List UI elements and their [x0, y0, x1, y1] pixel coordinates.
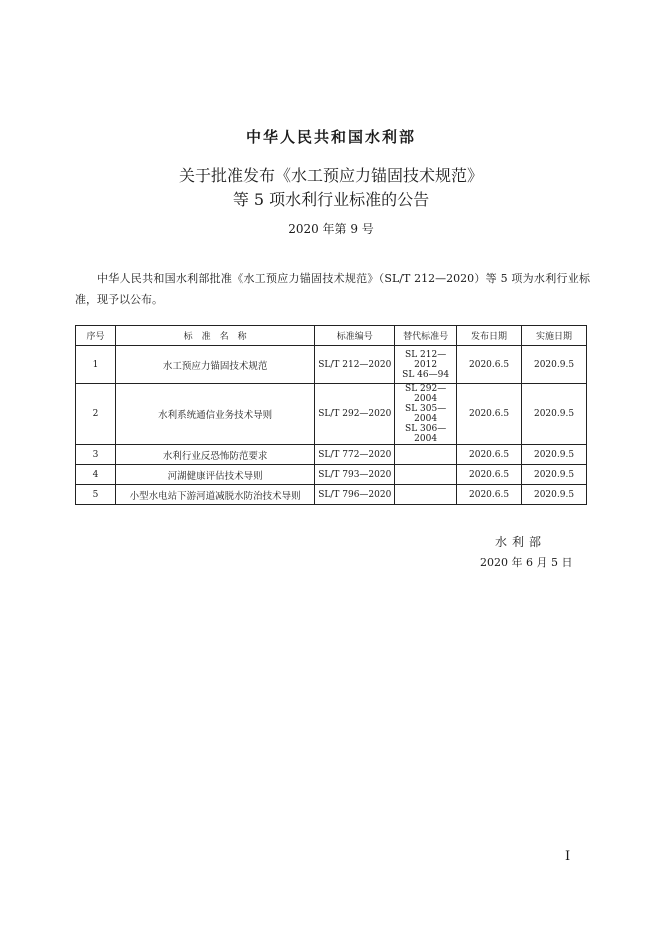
cell-no: 1 [76, 346, 116, 384]
header-name: 标 准 名 称 [115, 326, 314, 346]
cell-replaced [395, 445, 457, 465]
header-effective-date: 实施日期 [522, 326, 587, 346]
table-row [76, 346, 587, 384]
cell-code: SL/T 793—2020 [315, 465, 395, 485]
header-code: 标准编号 [315, 326, 395, 346]
signature-date: 2020 年 6 月 5 日 [480, 556, 573, 569]
cell-replaced [395, 465, 457, 485]
cell-effective-date: 2020.9.5 [522, 346, 587, 384]
title-line-2: 等 5 项水利行业标准的公告 [232, 190, 430, 209]
title-line-1: 关于批准发布《水工预应力锚固技术规范》 [178, 166, 483, 185]
cell-replaced [395, 346, 457, 384]
cell-name: 水利行业反恐怖防范要求 [115, 445, 314, 465]
replaced-code: SL 212—2012 [405, 349, 447, 370]
cell-effective-date: 2020.9.5 [522, 465, 587, 485]
cell-effective-date: 2020.9.5 [522, 384, 587, 445]
header-no: 序号 [76, 326, 116, 346]
announcement-number: 2020 年第 9 号 [288, 222, 374, 236]
announcement-title [0, 164, 662, 212]
cell-issue-date: 2020.6.5 [457, 346, 522, 384]
announcement-body: 中华人民共和国水利部批准《水工预应力锚固技术规范》（SL/T 212—2020）等 5 项为水利行业标准，现予以公布。 [75, 272, 590, 306]
cell-code: SL/T 796—2020 [315, 485, 395, 505]
header-replaced: 替代标准号 [395, 326, 457, 346]
cell-name: 河湖健康评估技术导则 [115, 465, 314, 485]
cell-code: SL/T 292—2020 [315, 384, 395, 445]
cell-no: 3 [76, 445, 116, 465]
page-number: I [565, 849, 571, 864]
standards-table [75, 325, 587, 505]
replaced-code: SL 292—2004 [405, 384, 447, 404]
cell-replaced [395, 485, 457, 505]
cell-no: 5 [76, 485, 116, 505]
table-row [76, 485, 587, 505]
cell-name: 水利系统通信业务技术导则 [115, 384, 314, 445]
table-row [76, 465, 587, 485]
cell-code: SL/T 212—2020 [315, 346, 395, 384]
issuer-heading: 中华人民共和国水利部 [245, 128, 416, 146]
replaced-code: SL 46—94 [402, 369, 450, 380]
header-issue-date: 发布日期 [457, 326, 522, 346]
cell-issue-date: 2020.6.5 [457, 384, 522, 445]
table-row [76, 445, 587, 465]
replaced-code: SL 306—2004 [405, 424, 447, 444]
cell-code: SL/T 772—2020 [315, 445, 395, 465]
replaced-code: SL 305—2004 [405, 404, 447, 424]
cell-no: 4 [76, 465, 116, 485]
cell-name: 水工预应力锚固技术规范 [115, 346, 314, 384]
signature: 水利部 [495, 535, 547, 549]
cell-no: 2 [76, 384, 116, 445]
cell-name: 小型水电站下游河道减脱水防治技术导则 [115, 485, 314, 505]
table-header-row [76, 326, 587, 346]
cell-replaced [395, 384, 457, 445]
cell-effective-date: 2020.9.5 [522, 485, 587, 505]
cell-issue-date: 2020.6.5 [457, 485, 522, 505]
cell-issue-date: 2020.6.5 [457, 445, 522, 465]
table-row [76, 384, 587, 445]
cell-effective-date: 2020.9.5 [522, 445, 587, 465]
cell-issue-date: 2020.6.5 [457, 465, 522, 485]
